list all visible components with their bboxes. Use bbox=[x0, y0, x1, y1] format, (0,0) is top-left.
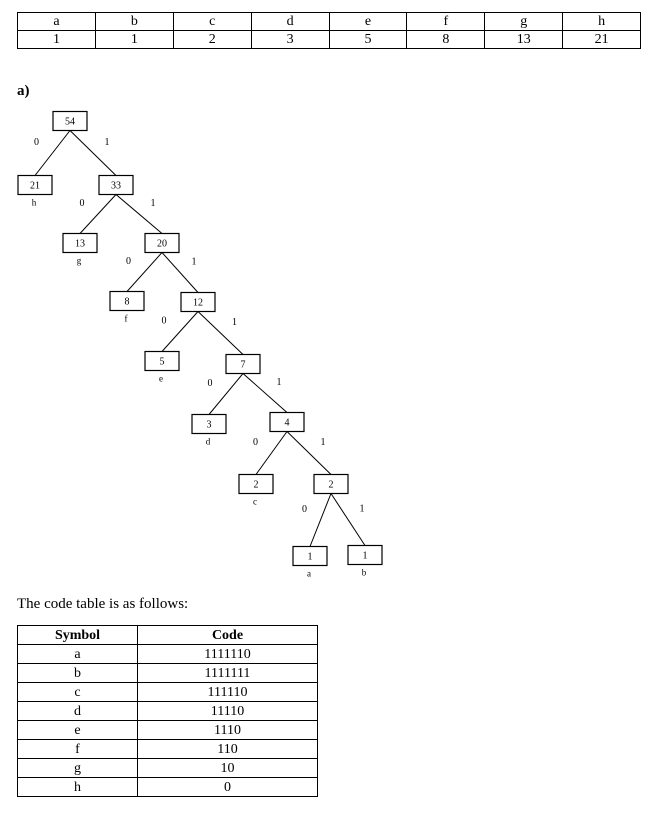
code-symbol-cell: f bbox=[18, 740, 138, 759]
tree-edge bbox=[331, 494, 365, 546]
table-row bbox=[18, 759, 318, 778]
freq-symbol-cell: d bbox=[251, 13, 329, 31]
freq-symbol-cell: b bbox=[95, 13, 173, 31]
freq-symbol-cell: a bbox=[18, 13, 96, 31]
edge-bit-label: 0 bbox=[207, 378, 213, 389]
edge-bit-label: 0 bbox=[34, 137, 39, 148]
freq-value-cell: 8 bbox=[407, 31, 485, 49]
code-value-cell: 111110 bbox=[138, 683, 318, 702]
tree-node-symbol: h bbox=[31, 197, 37, 208]
freq-symbol-cell: e bbox=[329, 13, 407, 31]
tree-edge bbox=[35, 131, 70, 176]
code-symbol-cell: a bbox=[18, 645, 138, 664]
edge-bit-label: 0 bbox=[302, 504, 307, 515]
table-row bbox=[18, 664, 318, 683]
freq-symbol-cell: h bbox=[563, 13, 641, 31]
table-row bbox=[18, 778, 318, 797]
tree-node-value: 1 bbox=[362, 550, 368, 562]
table-row bbox=[18, 702, 318, 721]
code-value-cell: 1111111 bbox=[138, 664, 318, 683]
freq-value-cell: 1 bbox=[95, 31, 173, 49]
code-symbol-cell: c bbox=[18, 683, 138, 702]
part-label: a) bbox=[17, 83, 30, 99]
tree-node-symbol: e bbox=[159, 373, 163, 384]
code-value-cell: 0 bbox=[138, 778, 318, 797]
freq-value-cell: 1 bbox=[18, 31, 96, 49]
tree-edge bbox=[209, 374, 243, 415]
code-table-caption: The code table is as follows: bbox=[17, 596, 189, 612]
tree-node-symbol: g bbox=[76, 255, 82, 266]
tree-edge bbox=[310, 494, 331, 547]
code-symbol-cell: g bbox=[18, 759, 138, 778]
tree-edge bbox=[127, 253, 162, 292]
tree-edge bbox=[162, 312, 198, 352]
tree-node-value: 20 bbox=[157, 238, 167, 250]
edge-bit-label: 1 bbox=[320, 437, 326, 448]
code-table bbox=[17, 625, 318, 797]
code-value-cell: 10 bbox=[138, 759, 318, 778]
tree-node-value: 12 bbox=[193, 297, 203, 309]
freq-value-cell: 5 bbox=[329, 31, 407, 49]
table-row bbox=[18, 740, 318, 759]
tree-node-value: 21 bbox=[30, 180, 40, 192]
code-symbol-cell: h bbox=[18, 778, 138, 797]
edge-bit-label: 1 bbox=[191, 256, 197, 268]
header-code: Code bbox=[138, 626, 318, 645]
tree-node-value: 2 bbox=[328, 479, 334, 491]
table-row bbox=[18, 683, 318, 702]
code-value-cell: 1111110 bbox=[138, 645, 318, 664]
tree-node-symbol: a bbox=[307, 568, 311, 579]
freq-symbol-cell: g bbox=[485, 13, 563, 31]
tree-edge bbox=[80, 195, 116, 234]
tree-node-symbol: b bbox=[361, 567, 367, 578]
header-symbol: Symbol bbox=[18, 626, 138, 645]
table-row bbox=[18, 721, 318, 740]
code-symbol-cell: e bbox=[18, 721, 138, 740]
edge-bit-label: 1 bbox=[104, 137, 110, 148]
tree-node-value: 7 bbox=[240, 359, 246, 371]
tree-node-value: 3 bbox=[206, 419, 212, 431]
edge-bit-label: 1 bbox=[276, 377, 282, 388]
code-value-cell: 11110 bbox=[138, 702, 318, 721]
tree-node-value: 8 bbox=[124, 296, 130, 308]
edge-bit-label: 1 bbox=[232, 317, 237, 328]
edge-bit-label: 1 bbox=[359, 503, 365, 515]
tree-node-value: 33 bbox=[111, 180, 121, 192]
freq-symbol-cell: c bbox=[173, 13, 251, 31]
edge-bit-label: 1 bbox=[150, 198, 156, 209]
freq-symbol-cell: f bbox=[407, 13, 485, 31]
tree-node-value: 54 bbox=[65, 116, 75, 128]
tree-node-symbol: f bbox=[124, 313, 128, 324]
edge-bit-label: 0 bbox=[79, 198, 85, 209]
table-row bbox=[18, 645, 318, 664]
tree-node-symbol: d bbox=[205, 436, 211, 447]
freq-value-cell: 2 bbox=[173, 31, 251, 49]
tree-edge bbox=[256, 432, 287, 475]
edge-bit-label: 0 bbox=[126, 256, 131, 267]
tree-node-value: 2 bbox=[253, 479, 259, 491]
tree-node-value: 4 bbox=[284, 417, 290, 429]
code-value-cell: 1110 bbox=[138, 721, 318, 740]
tree-node-value: 1 bbox=[307, 551, 313, 563]
edge-bit-label: 0 bbox=[161, 315, 167, 327]
freq-value-cell: 13 bbox=[485, 31, 563, 49]
code-value-cell: 110 bbox=[138, 740, 318, 759]
freq-value-cell: 3 bbox=[251, 31, 329, 49]
edge-bit-label: 0 bbox=[253, 437, 258, 448]
tree-node-symbol: c bbox=[253, 496, 257, 507]
tree-node-value: 5 bbox=[159, 356, 165, 368]
code-symbol-cell: d bbox=[18, 702, 138, 721]
code-symbol-cell: b bbox=[18, 664, 138, 683]
code-table-header-row bbox=[18, 626, 318, 645]
tree-node-value: 13 bbox=[75, 238, 85, 250]
freq-value-cell: 21 bbox=[563, 31, 641, 49]
